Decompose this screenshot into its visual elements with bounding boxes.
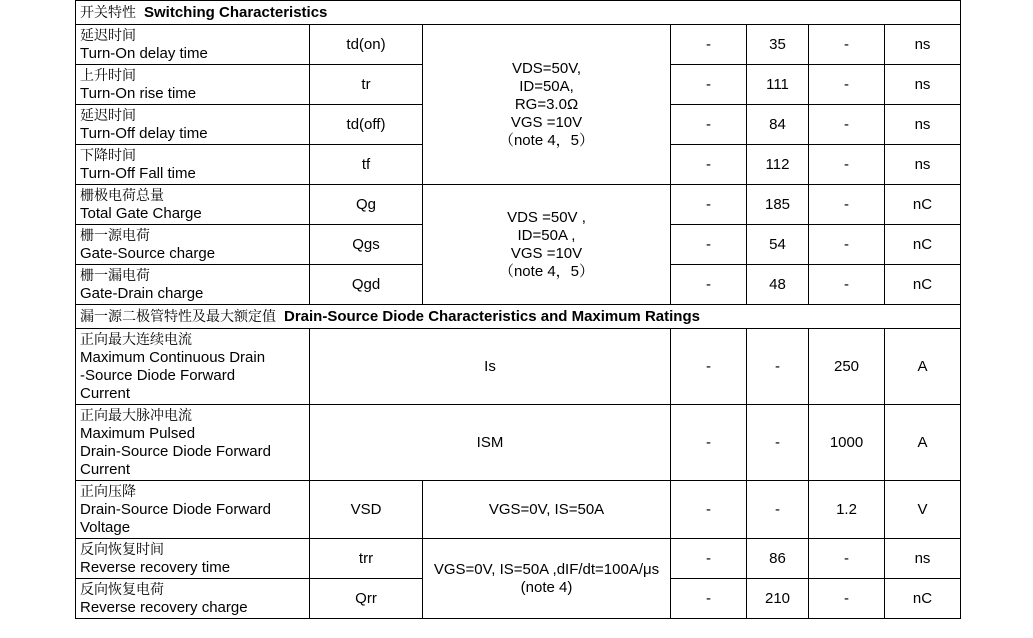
section-header-switching [76,1,961,25]
parameter-en: Turn-On delay time [80,44,208,62]
min-cell: - [671,105,747,145]
section-header-diode [76,305,961,329]
parameter-name: 正向最大连续电流 Maximum Continuous Drain -Source Diode Forward Current [76,329,310,405]
symbol-cell: Qgd [310,265,423,305]
typ-cell: 54 [747,225,809,265]
table-row [76,329,961,405]
symbol-cell: tf [310,145,423,185]
unit-cell: ns [885,65,961,105]
symbol-cell: trr [310,539,423,579]
test-condition-gate-charge: VDS =50V , ID=50A , VGS =10V （note 4，5） [423,185,671,305]
test-condition-recovery: VGS=0V, IS=50A ,dIF/dt=100A/μs (note 4) [423,539,671,619]
parameter-name: 反向恢复电荷 Reverse recovery charge [76,579,310,619]
unit-cell: ns [885,25,961,65]
min-cell: - [671,329,747,405]
section-title-zh: 漏一源二极管特性及最大额定值 [80,308,276,325]
min-cell: - [671,145,747,185]
symbol-cell: Qg [310,185,423,225]
max-cell: - [809,225,885,265]
unit-cell: A [885,405,961,481]
unit-cell: nC [885,225,961,265]
table-row [76,539,961,579]
typ-cell: 185 [747,185,809,225]
typ-cell: 112 [747,145,809,185]
symbol-cell: td(on) [310,25,423,65]
unit-cell: ns [885,145,961,185]
max-cell: - [809,265,885,305]
section-title-zh: 开关特性 [80,4,136,21]
parameter-name: 栅极电荷总量 Total Gate Charge [76,185,310,225]
parameter-name: 正向压降 Drain-Source Diode Forward Voltage [76,481,310,539]
table-row [76,185,961,225]
section-title-en: Switching Characteristics [144,3,328,21]
unit-cell: nC [885,265,961,305]
max-cell: 250 [809,329,885,405]
min-cell: - [671,579,747,619]
max-cell: - [809,145,885,185]
parameter-name: 下降时间 Turn-Off Fall time [76,145,310,185]
symbol-cell: Qgs [310,225,423,265]
min-cell: - [671,25,747,65]
parameter-name: 正向最大脉冲电流 Maximum Pulsed Drain-Source Diode Forward Current [76,405,310,481]
symbol-cell: Is [310,329,671,405]
parameter-zh: 延迟时间 [80,27,136,44]
typ-cell: - [747,405,809,481]
table-row [76,25,961,65]
parameter-name: 栅一漏电荷 Gate-Drain charge [76,265,310,305]
max-cell: - [809,185,885,225]
test-condition-switching: VDS=50V, ID=50A, RG=3.0Ω VGS =10V （note 4，5） [423,25,671,185]
unit-cell: nC [885,579,961,619]
parameter-name [76,25,310,65]
min-cell: - [671,481,747,539]
max-cell: 1.2 [809,481,885,539]
typ-cell: - [747,481,809,539]
typ-cell: 84 [747,105,809,145]
symbol-cell: ISM [310,405,671,481]
typ-cell: 111 [747,65,809,105]
min-cell: - [671,185,747,225]
min-cell: - [671,265,747,305]
min-cell: - [671,65,747,105]
typ-cell: 48 [747,265,809,305]
max-cell: - [809,105,885,145]
max-cell: - [809,539,885,579]
min-cell: - [671,225,747,265]
unit-cell: ns [885,105,961,145]
min-cell: - [671,539,747,579]
max-cell: - [809,25,885,65]
section-title-en: Drain-Source Diode Characteristics and Maximum Ratings [284,307,700,325]
symbol-cell: VSD [310,481,423,539]
typ-cell: 35 [747,25,809,65]
unit-cell: ns [885,539,961,579]
parameter-name: 延迟时间 Turn-Off delay time [76,105,310,145]
typ-cell: 86 [747,539,809,579]
symbol-cell: Qrr [310,579,423,619]
typ-cell: - [747,329,809,405]
min-cell: - [671,405,747,481]
max-cell: 1000 [809,405,885,481]
unit-cell: A [885,329,961,405]
unit-cell: V [885,481,961,539]
spec-table [75,0,961,619]
typ-cell: 210 [747,579,809,619]
unit-cell: nC [885,185,961,225]
symbol-cell: tr [310,65,423,105]
parameter-name: 上升时间 Turn-On rise time [76,65,310,105]
test-condition-vsd: VGS=0V, IS=50A [423,481,671,539]
max-cell: - [809,65,885,105]
table-row [76,405,961,481]
parameter-name: 栅一源电荷 Gate-Source charge [76,225,310,265]
symbol-cell: td(off) [310,105,423,145]
parameter-name: 反向恢复时间 Reverse recovery time [76,539,310,579]
table-row [76,481,961,539]
max-cell: - [809,579,885,619]
